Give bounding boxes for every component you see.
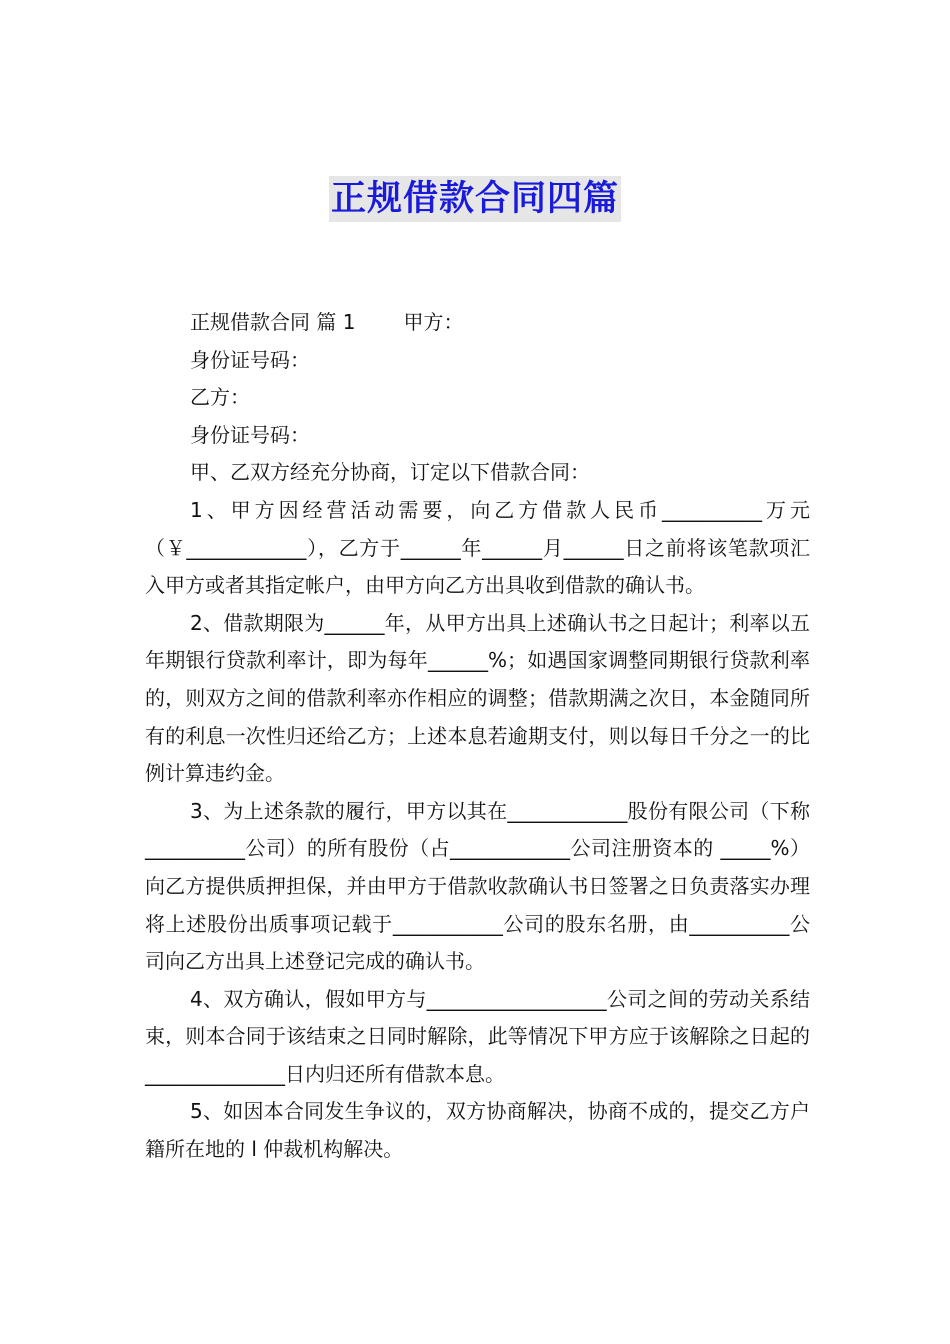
party-a-label: 甲方： <box>403 310 464 334</box>
document-body <box>145 304 810 1169</box>
id-number-field-a: 身份证号码： <box>190 347 310 372</box>
clause-2: 2、借款期限为______年，从甲方出具上述确认书之日起计；利率以五年期银行贷款利率计，即为每年______%；如遇国家调整同期银行贷款利率的，则双方之间的借款利率亦作相应的调整；借款期满之次日，本金随同所有的利息一次性归还给乙方；上述本息若逾期支付，则以每日千分之一的比例计算违约金。 <box>145 610 810 786</box>
party-b-label: 乙方： <box>190 385 250 410</box>
title-container <box>0 176 950 222</box>
clause-1: 1、甲方因经营活动需要，向乙方借款人民币__________万元（￥____________），乙方于______年______月______日之前将该笔款项汇入甲方或者其指定帐户，由甲方向乙方出具收到借款的确认书。 <box>145 497 810 598</box>
clause-3: 3、为上述条款的履行，甲方以其在____________股份有限公司（下称__________公司）的所有股份（占____________公司注册资本的 _____%）向乙方提供质押担保，并由甲方于借款收款确认书日签署之日负责落实办理将上述股份出质事项记载于___________公司的股东名册，由__________公司向乙方出具上述登记完成的确认书。 <box>145 798 810 974</box>
clause-4: 4、双方确认，假如甲方与__________________公司之间的劳动关系结束，则本合同于该结束之日同时解除，此等情况下甲方应于该解除之日起的______________日内归还所有借款本息。 <box>145 986 810 1086</box>
intro-line: 甲、乙双方经充分协商，订定以下借款合同： <box>190 460 590 485</box>
header-line <box>145 304 810 342</box>
contract-heading: 正规借款合同 篇 1 <box>190 310 356 334</box>
id-number-field-b: 身份证号码： <box>190 422 310 447</box>
document-title: 正规借款合同四篇 <box>329 176 621 222</box>
clause-5: 5、如因本合同发生争议的，双方协商解决，协商不成的，提交乙方户籍所在地的 l 仲裁机构解决。 <box>145 1099 810 1162</box>
